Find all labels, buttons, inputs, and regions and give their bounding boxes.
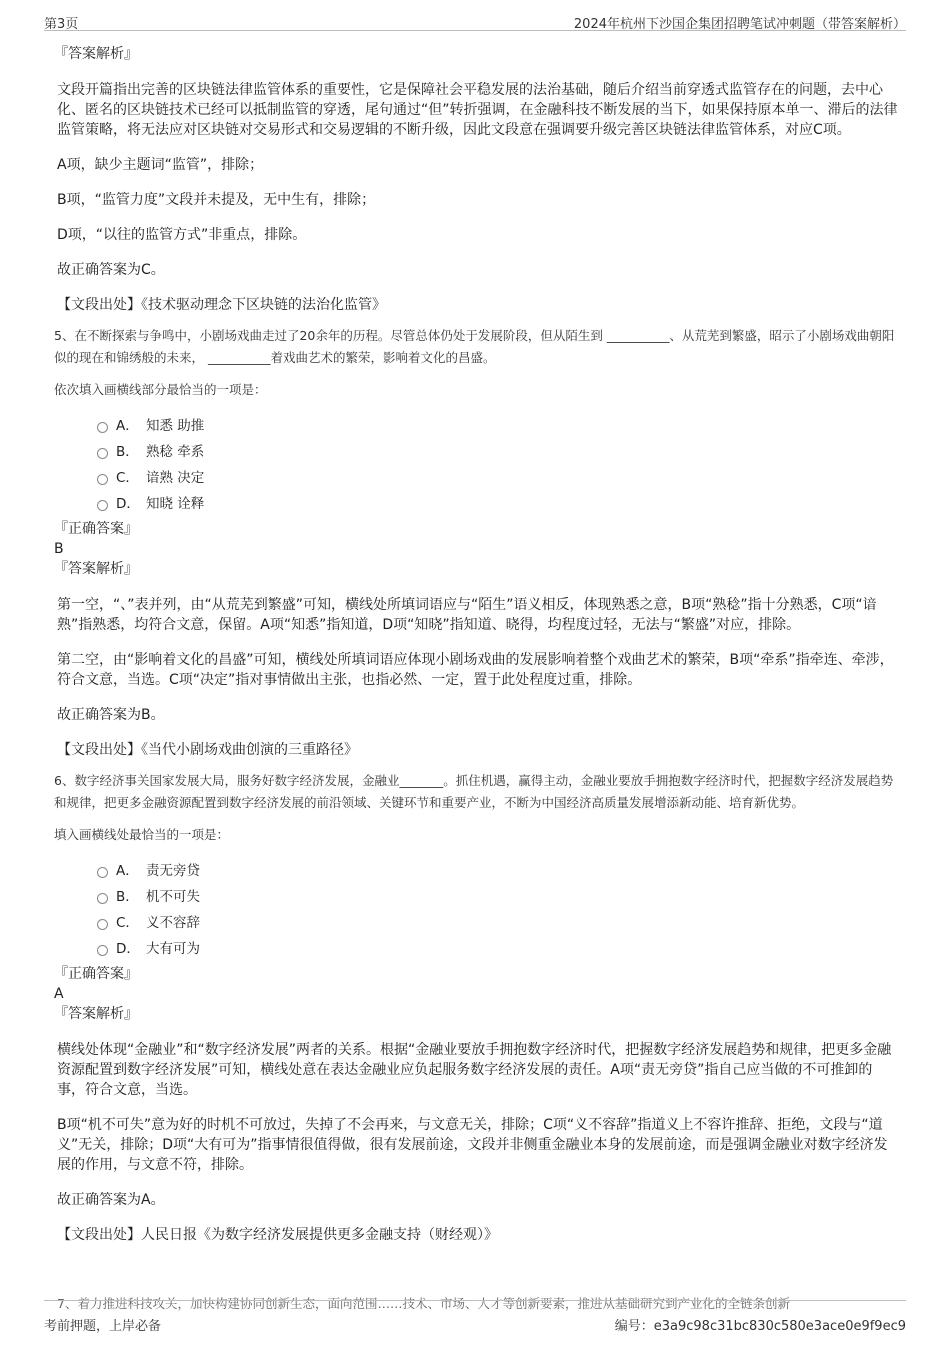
source-citation: 【文段出处】《技术驱动理念下区块链的法治化监管》 [57, 297, 386, 313]
radio-icon[interactable] [97, 500, 108, 511]
question-5-options [57, 413, 900, 517]
correct-answer: B [54, 541, 64, 557]
correct-answer-label: 『正确答案』 [54, 521, 138, 537]
page-header [44, 0, 906, 31]
analysis-paragraph: 故正确答案为B。 [57, 707, 165, 723]
radio-icon[interactable] [97, 945, 108, 956]
option-a[interactable]: A． 责无旁贷 [57, 858, 900, 884]
radio-icon[interactable] [97, 474, 108, 485]
option-b[interactable]: B． 熟稔 牵系 [57, 439, 900, 465]
page-footer [44, 1300, 906, 1345]
option-b[interactable]: B． 机不可失 [57, 884, 900, 910]
analysis-paragraph: 第一空，“、”表并列，由“从荒芜到繁盛”可知，横线处所填词语应与“陌生”语义相反，体现熟悉之意，B项“熟稔”指十分熟悉，C项“谙熟”指熟悉，均符合文意，保留。A项“知悉”指知道，D项“知晓”指知道、晓得，均程度过轻，无法与“繁盛”对应，排除。 [57, 597, 877, 633]
question-6-options [57, 858, 900, 962]
option-d[interactable]: D． 知晓 诠释 [57, 491, 900, 517]
analysis-label: 『答案解析』 [54, 561, 138, 577]
footer-slogan: 考前押题，上岸必备 [44, 1319, 162, 1334]
question-5-prompt: 依次填入画横线部分最恰当的一项是： [54, 382, 267, 397]
option-d[interactable]: D． 大有可为 [57, 936, 900, 962]
page-number: 第3页 [44, 17, 79, 32]
analysis-paragraph: B项“机不可失”意为好的时机不可放过，失掉了不会再来，与文意无关，排除；C项“义不容辞”指道义上不容许推辞、拒绝，文段与“道义”无关，排除；D项“大有可为”指事情很值得做，很有发展前途，文段并非侧重金融业本身的发展前途，而是强调金融业对数字经济发展的作用，与文意不符，排除。 [57, 1117, 888, 1173]
analysis-paragraph: 文段开篇指出完善的区块链法律监管体系的重要性，它是保障社会平稳发展的法治基础，随后介绍当前穿透式监管存在的问题，去中心化、匿名的区块链技术已经可以抵制监管的穿透，尾句通过“但”转折强调，在金融科技不断发展的当下，如果保持原本单一、滞后的法律监管策略，将无法应对区块链对交易形式和交易逻辑的不断升级，因此文段意在强调要升级完善区块链法律监管体系，对应C项。 [57, 82, 898, 138]
question-6-text: 6、数字经济事关国家发展大局，服务好数字经济发展，金融业_______。抓住机遇，赢得主动，金融业要放手拥抱数字经济时代，把握数字经济发展趋势和规律，把更多金融资源配置到数字经济发展的前沿领域、关键环节和重要产业，不断为中国经济高质量发展增添新动能、培育新优势。 [54, 773, 894, 810]
analysis-paragraph: D项，“以往的监管方式”非重点，排除。 [57, 227, 307, 243]
radio-icon[interactable] [97, 919, 108, 930]
analysis-paragraph: 故正确答案为A。 [57, 1192, 165, 1208]
document-id: 编号：e3a9c98c31bc830c580e3ace0e9f9ec9 [614, 1319, 906, 1334]
document-body [54, 44, 900, 1255]
document-title: 2024年杭州下沙国企集团招聘笔试冲刺题（带答案解析） [573, 17, 906, 32]
correct-answer: A [54, 986, 64, 1002]
radio-icon[interactable] [97, 422, 108, 433]
option-c[interactable]: C． 义不容辞 [57, 910, 900, 936]
radio-icon[interactable] [97, 867, 108, 878]
source-citation: 【文段出处】《当代小剧场戏曲创演的三重路径》 [57, 742, 358, 758]
radio-icon[interactable] [97, 448, 108, 459]
option-c[interactable]: C． 谙熟 决定 [57, 465, 900, 491]
analysis-paragraph: 第二空，由“影响着文化的昌盛”可知，横线处所填词语应体现小剧场戏曲的发展影响着整个戏曲艺术的繁荣，B项“牵系”指牵连、牵涉，符合文意，当选。C项“决定”指对事情做出主张，也指必然、一定，置于此处程度过重，排除。 [57, 652, 894, 688]
analysis-paragraph: 横线处体现“金融业”和“数字经济发展”两者的关系。根据“金融业要放手拥抱数字经济时代，把握数字经济发展趋势和规律，把更多金融资源配置到数字经济发展”可知，横线处意在表达金融业应负起服务数字经济发展的责任。A项“责无旁贷”指自己应当做的不可推卸的事，符合文意，当选。 [57, 1042, 892, 1098]
question-7-partial: 7、着力推进科技攻关，加快构建协同创新生态，面向范围……技术、市场、人才等创新要素，推进从基础研究到产业化的全链条创新 [57, 1296, 790, 1311]
analysis-paragraph: 故正确答案为C。 [57, 262, 165, 278]
analysis-label: 『答案解析』 [54, 1006, 138, 1022]
analysis-paragraph: A项，缺少主题词“监管”，排除； [57, 157, 264, 173]
analysis-paragraph: B项，“监管力度”文段并未提及，无中生有，排除； [57, 192, 376, 208]
question-6-prompt: 填入画横线处最恰当的一项是： [54, 827, 230, 842]
source-citation: 【文段出处】人民日报《为数字经济发展提供更多金融支持（财经观）》 [57, 1227, 498, 1243]
analysis-label: 『答案解析』 [54, 46, 138, 62]
radio-icon[interactable] [97, 893, 108, 904]
question-5-text: 5、在不断探索与争鸣中，小剧场戏曲走过了20余年的历程。尽管总体仍处于发展阶段，但从陌生到 __________、从荒芜到繁盛，昭示了小剧场戏曲朝阳似的现在和锦绣般的未来， __________着戏曲艺术的繁荣，影响着文化的昌盛。 [54, 328, 895, 365]
option-a[interactable]: A． 知悉 助推 [57, 413, 900, 439]
correct-answer-label: 『正确答案』 [54, 966, 138, 982]
